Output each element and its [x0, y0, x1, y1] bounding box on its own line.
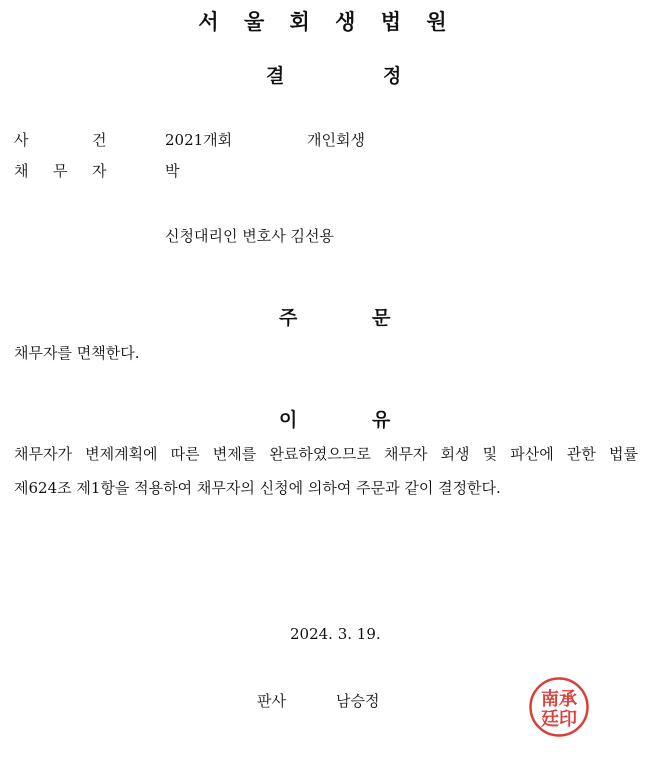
order-text: 채무자를 면책한다. — [14, 344, 140, 362]
case-number: 2021개회 — [165, 131, 233, 149]
judge-title: 판사 — [257, 692, 286, 710]
doc-type-left: 결 — [266, 65, 285, 87]
debtor-label-2: 무 — [53, 162, 68, 180]
doc-type-right: 정 — [383, 65, 402, 87]
judge-name: 남승정 — [336, 692, 380, 710]
case-label-2: 건 — [92, 131, 107, 149]
agent-line: 신청대리인 변호사 김선용 — [165, 227, 334, 245]
seal-text-top: 南承 — [541, 689, 577, 710]
court-name: 서 울 회 생 법 원 — [198, 10, 456, 34]
case-label-1: 사 — [14, 131, 29, 149]
debtor-label-3: 자 — [92, 162, 107, 180]
seal-text-bottom: 廷印 — [541, 709, 577, 730]
reason-line-2: 제624조 제1항을 적용하여 채무자의 신청에 의하여 주문과 같이 결정한다. — [14, 479, 501, 497]
reason-heading-right: 유 — [372, 409, 391, 431]
case-type: 개인회생 — [307, 131, 365, 149]
judge-seal — [528, 676, 590, 738]
decision-date: 2024. 3. 19. — [290, 625, 381, 643]
order-heading-right: 문 — [372, 307, 391, 329]
debtor-name: 박 — [165, 162, 180, 180]
order-heading-left: 주 — [279, 307, 298, 329]
reason-line-1: 채무자가 변제계획에 따른 변제를 완료하였으므로 채무자 회생 및 파산에 관한 법률 — [14, 445, 638, 463]
reason-heading-left: 이 — [279, 409, 298, 431]
debtor-label-1: 채 — [14, 162, 29, 180]
